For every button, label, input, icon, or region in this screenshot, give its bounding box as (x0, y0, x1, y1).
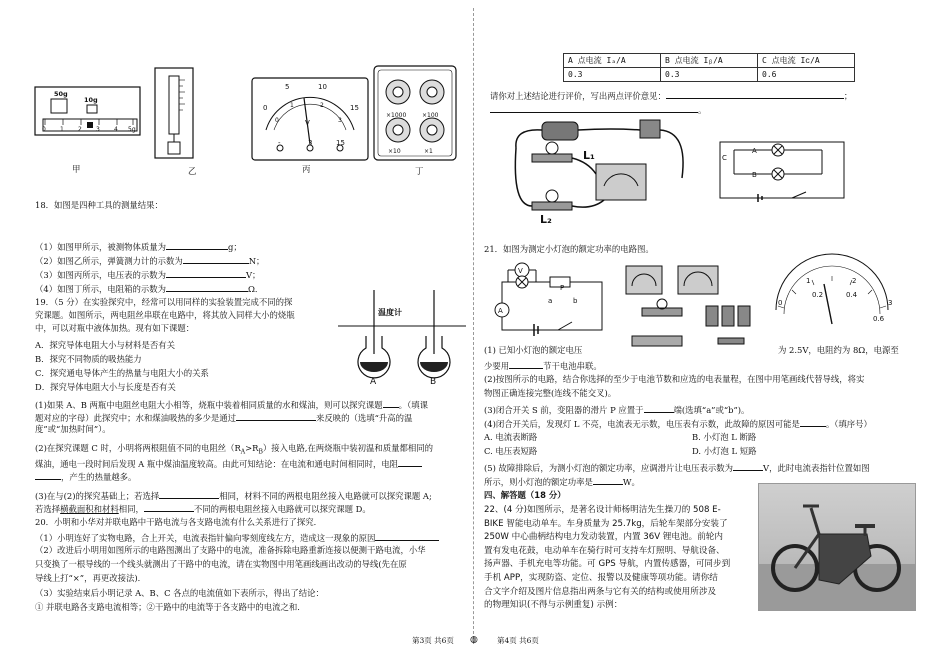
q20-blank-eval-2[interactable] (490, 103, 698, 113)
weight-label-10g: 10g (84, 96, 98, 104)
q20-eval: 请你对上述结论进行评价，写出两点评价意见： ； (490, 91, 853, 101)
q22-text (484, 504, 756, 613)
ruler-tick-3: 3 (96, 126, 100, 133)
ruler-tick-5: 5g (128, 126, 136, 133)
q20-line-2: （1）小明连好了实物电路，合上开关，电流表指针偏向零刻度线左方，造成这一现象的原因 (35, 531, 439, 544)
voltmeter-terminal-minus: - (278, 139, 281, 147)
q21-stem: 21．如图为测定小灯泡的额定功率的电路图。 (484, 244, 654, 254)
voltmeter-upper-5: 5 (285, 83, 290, 91)
figure-bing-voltmeter (252, 78, 370, 162)
caption-ding: 丁 (415, 166, 424, 176)
thermometer-label: 温度计 (378, 307, 402, 317)
q18-item-3: （3）如图丙所示，电压表的示数为 V； (35, 270, 261, 280)
flask-label-b: B (430, 377, 437, 387)
table-cell: 0.6 (758, 68, 855, 82)
ammeter-tick-0-6: 0.6 (873, 315, 885, 323)
q19-option-c: C．探究通电导体产生的热量与电阻大小的关系 (35, 368, 209, 378)
q19-line-3: 中，可以对瓶中液体加热。现有如下课题： (35, 323, 195, 333)
caption-bing: 丙 (302, 164, 311, 174)
q21-option-b: B. 小灯泡 L 断路 (692, 432, 757, 442)
ebike-photo (758, 483, 916, 611)
q19-blank-4[interactable] (35, 470, 61, 480)
section-heading: 四、解答题（18 分） (484, 490, 566, 500)
voltmeter-lower-0: 0 (275, 117, 279, 124)
schematic-label-c: C (722, 154, 727, 162)
q21-label-b-end: b (573, 297, 578, 305)
ruler-tick-1: 1 (60, 126, 64, 133)
q20-line-5: 导线上打“×”，再更改接法)． (35, 573, 146, 583)
figure-parallel-circuit-physical (512, 118, 692, 228)
q21-option-d: D. 小灯泡 L 短路 (692, 446, 757, 456)
q21-option-a: A. 电流表断路 (484, 432, 538, 442)
ruler-tick-0: 0 (42, 126, 46, 133)
q19-blank-5[interactable] (159, 489, 219, 499)
q21-blank-5[interactable] (593, 475, 623, 485)
q19-part1-line1: (1)如果 A、B 两瓶中电阻丝电阻大小相等，烧瓶中装着相同质量的水和煤油，则可以探究课题 。（填课 (35, 400, 428, 410)
schematic-label-a: A (752, 147, 757, 155)
page-separator-icon: ◍ (470, 635, 478, 645)
q19-option-a: A．探究导体电阻大小与材料是否有关 (35, 340, 176, 350)
page-number-left: 第3页 共6页 (412, 636, 454, 645)
q18-item-4: （4）如图丁所示，电阻箱的示数为 Ω． (35, 284, 264, 294)
q21-part4: (4)闭合开关后，发现灯 L 不亮，电流表无示数，电压表有示数，此故障的原因可能是 。（填序号） (484, 419, 872, 429)
q22-line: 扬声器、手机充电等功能。可 GPS 导航，内置传感器，可同步到 (484, 559, 731, 570)
figure-parallel-schematic (712, 138, 854, 208)
q21-option-c: C. 电压表短路 (484, 446, 538, 456)
q22-line: 的物理知识(不得与示例重复) 示例： (484, 600, 623, 611)
resbox-label-10: ×10 (388, 148, 401, 155)
caption-jia: 甲 (72, 164, 81, 174)
schematic-label-b: B (752, 171, 757, 179)
q20-blank-eval-1[interactable] (666, 89, 844, 99)
q20-line-7: ① 并联电路各支路电流相等；②干路中的电流等于各支路中的电流之和． (35, 602, 306, 612)
voltmeter-upper-15: 15 (350, 104, 359, 112)
q21-label-a-end: a (548, 297, 553, 305)
current-table (563, 53, 855, 82)
flask-label-a: A (370, 377, 377, 387)
q22-line: 手机 APP，实现防盗、定位、报警以及健康等项功能。请你结 (484, 572, 718, 583)
q18-item-1: （1）如图甲所示，被测物体质量为 g； (35, 242, 242, 252)
q21-blank-3[interactable] (800, 417, 826, 427)
q21-part5-line2: 所示，则小灯泡的额定功率是 W。 (484, 477, 640, 487)
voltmeter-terminal-3: 3 (308, 139, 313, 147)
ammeter-tick-3: 3 (888, 299, 893, 307)
q21-label-p: P (560, 284, 565, 292)
table-header: A 点电流 Iₐ/A (564, 54, 661, 68)
q20-line-4: 只变换了一根导线的一个线头就测出了干路中的电流，请在实物图中用笔画线画出改动的导线(先在原 (35, 559, 407, 569)
q22-line: BIKE 智能电动单车。车身质量为 25.7kg，后轮车架部分安装了 (484, 518, 728, 529)
q19-part3-line2: 若选择横截面积和材料相同， 不同的两根电阻丝接入电路就可以探究课题 D。 (35, 504, 371, 514)
ruler-tick-4: 4 (114, 126, 118, 133)
q18-stem: 18．如图是四种工具的测量结果： (35, 200, 163, 210)
table-header: B 点电流 Iᵦ/A (661, 54, 758, 68)
q18-blank-4[interactable] (166, 282, 248, 292)
circuit-label-l1: L₁ (583, 149, 595, 162)
q21-part3: (3)闭合开关 S 前，变阻器的滑片 P 应置于 端(选填“a”或“b”)。 (484, 405, 750, 415)
q19-blank-1[interactable] (383, 398, 399, 408)
resbox-label-1: ×1 (424, 148, 433, 155)
voltmeter-lower-3: 3 (338, 117, 342, 124)
q19-part1-line3: 度”或“加热时间”）。 (35, 424, 111, 434)
ammeter-tick-0: 0 (778, 299, 783, 307)
q22-line: 22、(4 分)如图所示，是著名设计师杨明洁先生操刀的 508 E- (484, 505, 721, 515)
table-header: C 点电流 Iᴄ/A (758, 54, 855, 68)
ammeter-tick-0-4: 0.4 (846, 291, 858, 299)
q19-blank-3[interactable] (398, 457, 422, 467)
q19-blank-2[interactable] (236, 411, 316, 421)
q21-blank-1[interactable] (509, 359, 543, 369)
ammeter-tick-0-2: 0.2 (812, 291, 824, 299)
table-cell: 0.3 (564, 68, 661, 82)
q19-line-2: 究课题。如图所示，两电阻丝串联在电路中，将其放入同样大小的烧瓶 (35, 310, 295, 320)
q22-line: 置有发电花鼓，电动单车在骑行时可支持车灯照明、导航设备、 (484, 545, 725, 556)
q22-line: 合文字介绍及图片信息指出两条与它有关的结构或使用所涉及 (484, 586, 717, 597)
q20-line-3: （2）改进后小明用如图所示的电路图测出了支路中的电流，准备拆除电路重新连接以便测干路电流，小华 (35, 545, 426, 555)
q21-blank-4[interactable] (733, 461, 763, 471)
figure-q21-schematic (488, 262, 606, 336)
q20-eval-2: 。 (490, 103, 706, 116)
voltmeter-upper-0: 0 (263, 104, 268, 112)
column-divider (473, 8, 474, 644)
q19-part2-line2: 煤油，通电一段时间后发现 A 瓶中煤油温度较高。由此可知结论：在电流和通电时间相同时，电阻 (35, 457, 422, 470)
q19-part3-line1: (3)在与(2)的探究基础上；若选择 相同，材料不同的两根电阻丝接入电路就可以探究课题 A; (35, 491, 432, 501)
q21-part2-line1: (2)按图所示的电路，结合你选择的至少于电池节数和应选的电表量程，在图中用笔画线代替导线，将实 (484, 374, 865, 384)
figure-yi-spring-scale (155, 68, 195, 160)
q21-label-a: A (498, 307, 503, 315)
table-header-row (564, 54, 855, 68)
q21-part1-a: (1) 已知小灯泡的额定电压 (484, 345, 583, 355)
ammeter-tick-2: 2 (852, 277, 857, 285)
q21-part5-line1: (5) 故障排除后，为测小灯泡的额定功率，应调滑片让电压表示数为 V，此时电流表指针位置如图 (484, 463, 870, 473)
table-cell: 0.3 (661, 68, 758, 82)
q19-option-d: D．探究导体电阻大小与长度是否有关 (35, 382, 176, 392)
q18-blank-1[interactable] (166, 240, 228, 250)
q19-part2-line1: (2)在探究课题 C 时，小明将两根阻值不同的电阻丝$(R_A>R_B)$接入电路,在两烧瓶中装初温和质量都相同的 (35, 443, 434, 456)
q20-line-6: （3）实验结束后小明记录 A、B、C 各点的电流值如下表所示，得出了结论： (35, 588, 324, 598)
resbox-label-100: ×100 (422, 112, 439, 119)
circuit-label-l2: L₂ (540, 213, 552, 226)
q19-part2-line3: ，产生的热量越多。 (35, 470, 136, 483)
q19-line-1: 19．（5 分）在实验探究中，经常可以用同样的实验装置完成不同的探 (35, 297, 293, 307)
voltmeter-upper-10: 10 (318, 83, 327, 91)
voltmeter-terminal-15: 15 (336, 139, 345, 147)
q20-blank-1[interactable] (375, 531, 439, 541)
figure-flasks (338, 286, 468, 388)
q19-part1-line2: 题对应的字母）此探究中；水和煤油吸热的多少是通过 来反映的（选填“升高的温 (35, 413, 413, 423)
q21-part1-line2: 少要用 节干电池串联。 (484, 361, 602, 371)
q18-item-2: （2）如图乙所示，弹簧测力计的示数为 N； (35, 256, 265, 266)
ruler-tick-2: 2 (78, 126, 82, 133)
voltmeter-lower-2: 2 (320, 102, 324, 109)
resbox-label-1000: ×1000 (386, 112, 407, 119)
page-number-right: 第4页 共6页 (497, 636, 539, 645)
table-row (564, 68, 855, 82)
q21-label-v: V (518, 267, 523, 275)
weight-label-50g: 50g (54, 90, 68, 98)
q19-option-b: B．探究不同物质的吸热能力 (35, 354, 142, 364)
q21-part1-b: 为 2.5V，电阻约为 8Ω，电源至 (778, 345, 899, 355)
voltmeter-lower-1: 1 (290, 102, 294, 109)
caption-yi: 乙 (188, 166, 197, 176)
q22-line: 250W 中心曲柄结构电力发动装置，内置 36V 锂电池。前轮内 (484, 532, 723, 543)
voltmeter-unit: V (305, 119, 310, 127)
q21-blank-2[interactable] (644, 403, 674, 413)
q21-part2-line2: 物图正确连接完整(连线不能交叉)。 (484, 388, 617, 398)
figure-q21-physical (622, 262, 758, 354)
q19-blank-6[interactable] (144, 502, 194, 512)
ammeter-tick-1: 1 (806, 277, 811, 285)
q20-line-1: 20．小明和小华对并联电路中干路电流与各支路电流有什么关系进行了探究． (35, 517, 323, 527)
q18-blank-2[interactable] (183, 254, 249, 264)
q18-blank-3[interactable] (166, 268, 246, 278)
